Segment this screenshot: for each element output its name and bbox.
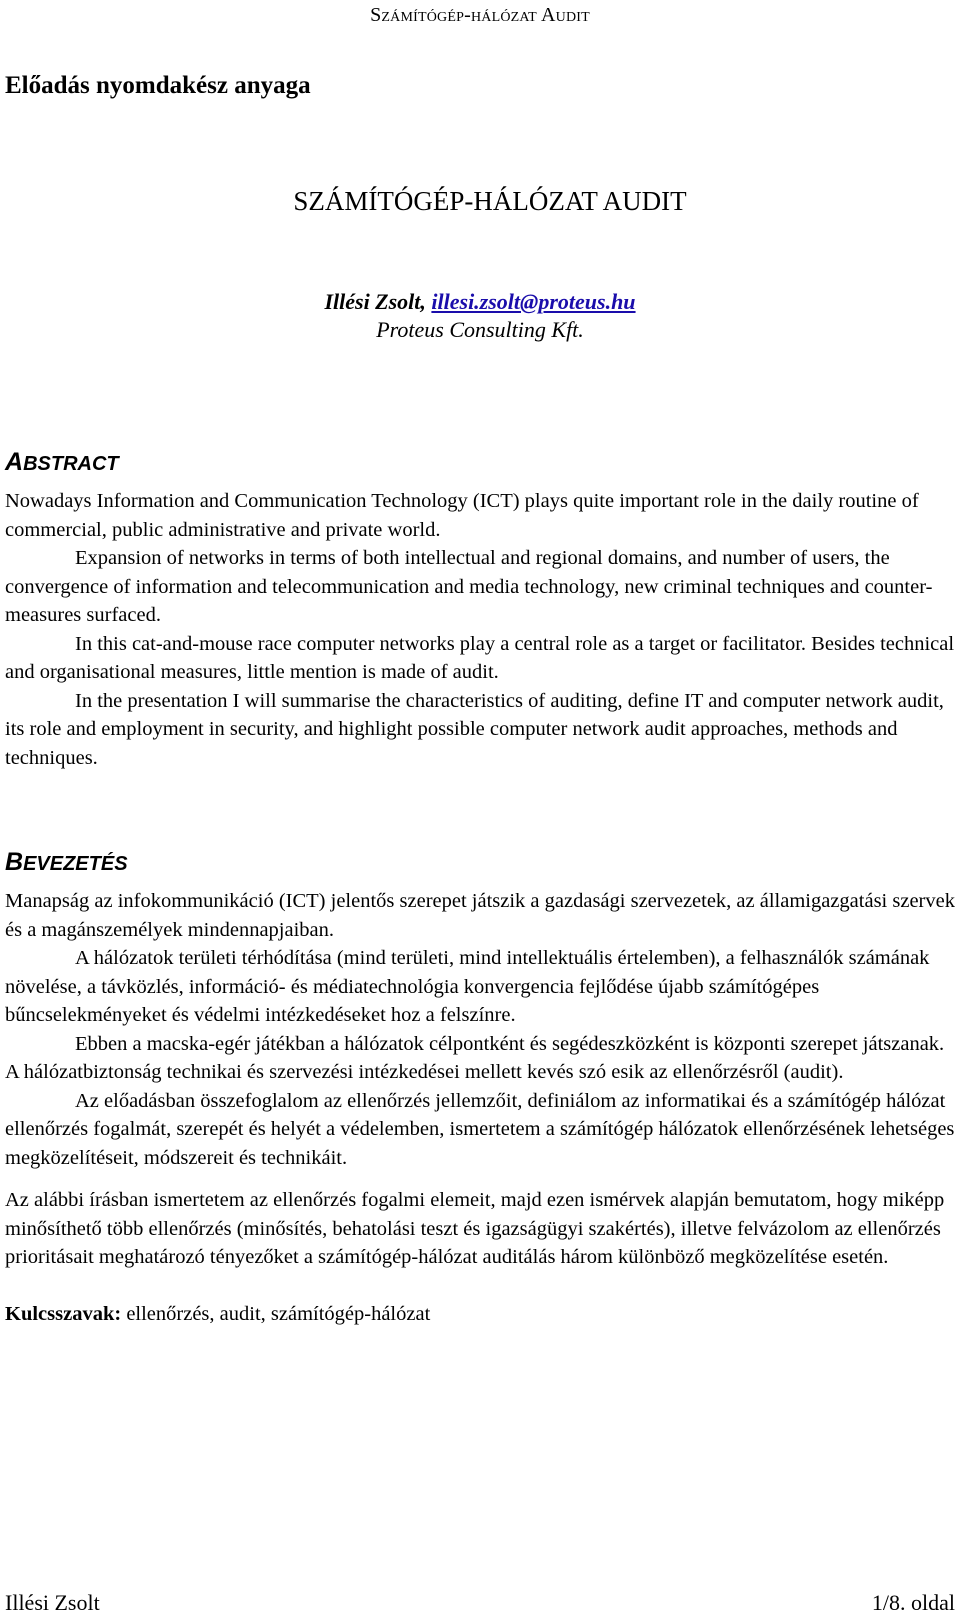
pre-title: Előadás nyomdakész anyaga xyxy=(5,72,311,99)
keywords-value: ellenőrzés, audit, számítógép-hálózat xyxy=(121,1302,431,1325)
abstract-paragraph-3: In this cat-and-mouse race computer networks play a central role as a target or facilitator. Besides technical and organisational measures, little mention is made of audit. xyxy=(5,632,955,683)
footer-author: Illési Zsolt xyxy=(5,1590,100,1615)
intro-paragraph-1: Manapság az infokommunikáció (ICT) jelentős szerepet játszik a gazdasági szervezetek, az államigazgatási szervek és a magánszemélyek mindennapjaiban. xyxy=(5,890,955,941)
author-name: Illési Zsolt, xyxy=(324,289,426,314)
abstract-section xyxy=(5,448,955,772)
intro-heading: BEVEZETÉS xyxy=(5,848,128,876)
footer-page-number: 1/8. oldal xyxy=(871,1590,955,1615)
author-company: Proteus Consulting Kft. xyxy=(376,317,584,342)
abstract-paragraph-4: In the presentation I will summarise the characteristics of auditing, define IT and computer network audit, its role and employment in security, and highlight possible computer network audit approaches, methods and techniques. xyxy=(5,689,944,769)
intro-paragraph-3: Ebben a macska-egér játékban a hálózatok célpontként és segédeszközként is központi szerepet játszanak. A hálózatbiztonság technikai és szervezési intézkedései mellett kevés szó esik az ellenőrzésről (audit). xyxy=(5,1032,945,1083)
author-block xyxy=(0,288,960,344)
abstract-paragraph-1: Nowadays Information and Communication Technology (ICT) plays quite important role in the daily routine of commercial, public administrative and private world. xyxy=(5,490,919,541)
keywords-label: Kulcsszavak: xyxy=(5,1302,122,1325)
intro-paragraph-5: Az alábbi írásban ismertetem az ellenőrzés fogalmi elemeit, majd ezen ismérvek alapján bemutatom, hogy miképp minősíthető több ellenőrzés (minősítés, behatolási teszt és igazságügyi szakértés), illetve felvázolom az ellenőrzés prioritásait meghatározó tényezőket a számítógép-hálózat auditálás három különböző megközelítése esetén. xyxy=(5,1189,945,1268)
abstract-paragraph-2: Expansion of networks in terms of both intellectual and regional domains, and number of users, the convergence of information and telecommunication and media technology, new criminal techniques and counter-measures surfaced. xyxy=(5,547,933,626)
author-email-link[interactable]: illesi.zsolt@proteus.hu xyxy=(431,289,636,314)
intro-paragraph-4: Az előadásban összefoglalom az ellenőrzés jellemzőit, definiálom az informatikai és a számítógép hálózat ellenőrzés fogalmát, szerepét és helyét a védelemben, ismertetem a számítógép hálózatok ellenőrzésének lehetséges megközelítéseit, módszereit és technikáit. xyxy=(5,1089,955,1169)
intro-section xyxy=(5,848,955,1328)
document-title: SZÁMÍTÓGÉP-HÁLÓZAT AUDIT xyxy=(293,186,687,216)
abstract-heading: ABSTRACT xyxy=(5,448,119,476)
running-header: Számítógép-hálózat Audit xyxy=(370,4,590,26)
author-line xyxy=(0,288,960,316)
keywords-line xyxy=(5,1300,955,1328)
intro-paragraph-2: A hálózatok területi térhódítása (mind területi, mind intellektuális értelemben), a felhasználók számának növelése, a távközlés, információ- és médiatechnológia konvergencia fejlődése újabb számítógépes bűncselekményeket és védelmi intézkedéseket hoz a felszínre. xyxy=(5,947,930,1026)
